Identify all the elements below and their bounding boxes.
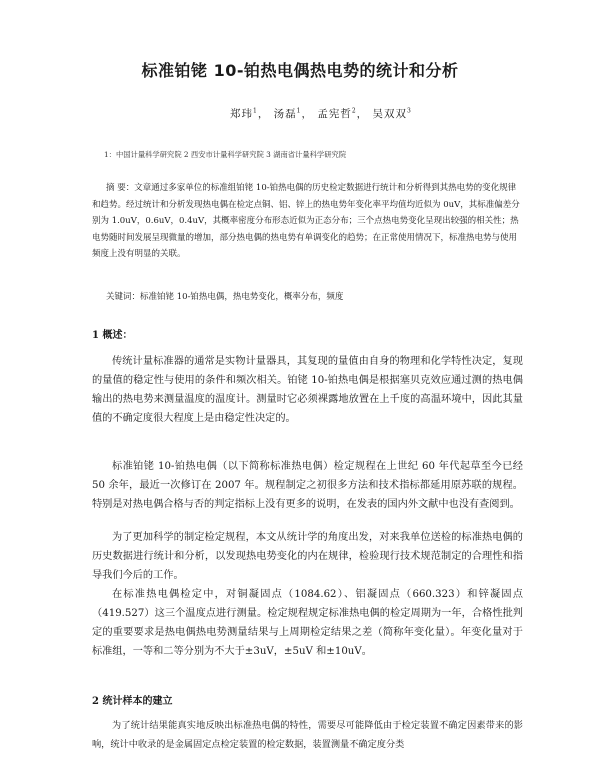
- author-name: 孟宪哲: [317, 108, 352, 120]
- author-name: 郑玮: [230, 108, 253, 120]
- body-paragraph: 为了更加科学的制定检定规程，本文从统计学的角度出发，对来我单位送检的标准热电偶的历史数据进行统计和分析，以发现热电势变化的内在规律，检验现行技术规范制定的合理性和指导我们今后的工作。: [92, 532, 523, 581]
- author-affiliation-mark: 1: [296, 107, 302, 115]
- affiliations: 1：中国计量科学研究院 2 西安市计量科学研究院 3 湖南省计量科学研究院: [104, 150, 347, 159]
- keywords: 关键词：标准铂铑 10-铂热电偶，热电势变化，概率分布，频度: [106, 292, 344, 302]
- paper-title: 标准铂铑 10-铂热电偶热电势的统计和分析: [141, 61, 459, 80]
- body-paragraph: 标准铂铑 10-铂热电偶（以下简称标准热电偶）检定规程在上世纪 60 年代起草至今已经 50 余年，最近一次修订在 2007 年。规程制定之初很多方法和技术指标都延用原苏联的规程。特别是对热电偶合格与否的判定指标上没有更多的说明，在发表的国内外文献中也没有查阅到。: [92, 461, 523, 510]
- author-affiliation-mark: 2: [351, 107, 357, 115]
- author-affiliation-mark: 1: [253, 107, 258, 115]
- author-list: 郑玮$^1$， 汤磊$^1$， 孟宪哲$^2$， 吴双双$^3$: [230, 107, 412, 120]
- body-paragraph: 传统计量标准器的通常是实物计量器具，其复现的量值由自身的物理和化学特性决定，复现的量值的稳定性与使用的条件和频次相关。铂铑 10-铂热电偶是根据塞贝克效应通过测的热电偶输出的热电势来测量温度的温度计。测量时它必须裸露地放置在上千度的高温环境中，因此其量值的不确定度很大程度上是由稳定性决定的。: [92, 356, 523, 424]
- section-heading-samples: 2 统计样本的建立: [92, 696, 173, 707]
- abstract-text: 文章通过多家单位的标准组铂铑 10-铂热电偶的历史检定数据进行统计和分析得到其热电势的变化规律和趋势。经过统计和分析发现热电偶在检定点铜、铝、锌上的热电势年变化率平均值均近似为 0uV，其标准偏差分别为 1.0uV，0.6uV，0.4uV，其概率密度分布形态近似为正态分布；三个点热电势变化呈现出较强的相关性；热电势随时间发展呈现微量的增加，部分热电偶的热电势有单调变化的趋势；在正常使用情况下，标准热电势与使用频度上没有明显的关联。: [92, 183, 520, 259]
- section-heading-overview: 1 概述：: [92, 330, 133, 341]
- abstract-block: [92, 180, 522, 263]
- abstract-label: 摘 要：: [106, 183, 135, 193]
- author-affiliation-mark: 3: [407, 107, 412, 115]
- body-paragraph: 为了统计结果能真实地反映出标准热电偶的特性，需要尽可能降低由于检定装置不确定因素带来的影响，统计中收录的是金属固定点检定装置的检定数据，装置测量不确定度分类: [92, 720, 523, 750]
- author-name: 汤磊: [273, 108, 297, 120]
- body-paragraph: 在标准热电偶检定中，对铜凝固点（1084.62）、铝凝固点（660.323）和锌凝固点（419.527）这三个温度点进行测量。检定规程规定标准热电偶的检定周期为一年，合格性批判定的重要要求是热电偶热电势测量结果与上周期检定结果之差（简称年变化量）。年变化量对于标准组，一等和二等分别为不大于±3uV，±5uV 和±10uV。: [92, 589, 523, 657]
- author-name: 吴双双: [372, 108, 408, 120]
